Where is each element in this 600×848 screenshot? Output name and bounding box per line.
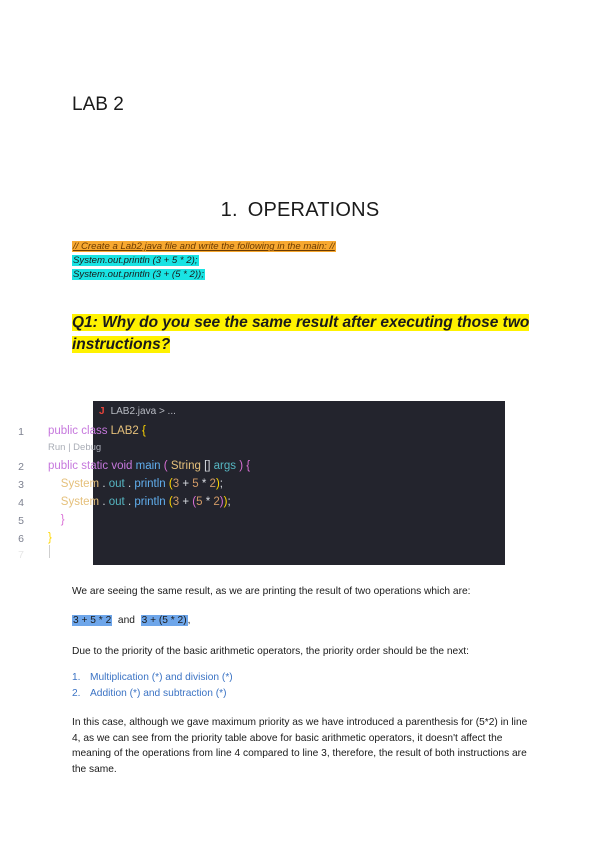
code-line-4: System . out . println (3 + (5 * 2)); [60,496,231,508]
expression-1: 3 + 5 * 2 [73,615,112,626]
editor-breadcrumb [99,406,176,417]
line-number: 2 [18,461,24,473]
editor-filename: LAB2.java [110,406,157,417]
code-line-2: public static void main ( String [] args ) { [48,460,251,472]
line-number: 6 [18,533,24,545]
java-file-icon: J [99,406,105,417]
expressions-line: 3 + 5 * 2 and 3 + (5 * 2), [73,615,191,626]
instruction-comment: // Create a Lab2.java file and write the following in the main: // [73,241,335,252]
section-title: OPERATIONS [247,199,380,221]
instruction-line-1: System.out.println (3 + 5 * 2); [73,255,198,266]
line-number: 7 [18,549,24,561]
list-item: 2. Addition (*) and subtraction (*) [72,687,227,699]
line-number: 5 [18,515,24,527]
list-item: 1. Multiplication (*) and division (*) [72,672,233,683]
code-line-1: public class LAB2 { [48,425,146,437]
instruction-line-2: System.out.println (3 + (5 * 2)); [73,269,204,280]
line-number: 3 [18,479,24,491]
expression-2: 3 + (5 * 2) [141,615,187,626]
section-heading [0,199,600,222]
line-number: 4 [18,497,24,509]
priority-intro: Due to the priority of the basic arithmetic operators, the priority order should be the next: [72,646,469,657]
question-heading: Q1: Why do you see the same result after executing those two instructions? [72,314,530,353]
code-line-5: } [60,514,65,526]
code-line-6: } [48,532,52,544]
answer-intro: We are seeing the same result, as we are printing the result of two operations which are: [72,586,471,597]
text-cursor [49,545,50,558]
section-number: 1. [220,199,238,221]
instructions-block [72,240,336,282]
breadcrumb-more: > ... [158,406,176,417]
document-title: LAB 2 [72,94,124,115]
conclusion-paragraph: In this case, although we gave maximum priority as we have introduced a parenthesis for (5*2) in line 4, as we can see from the priority table above for basic arithmetic operators, it doesn't affect the meaning of the operations from line 4 compared to line 3, therefore, the result of both instructions are the same. [72,717,528,775]
code-line-3: System . out . println (3 + 5 * 2); [60,478,223,490]
line-number: 1 [18,426,24,438]
priority-list [72,670,233,701]
and-word: and [117,615,135,626]
run-debug-codelens: Run | Debug [48,442,102,453]
